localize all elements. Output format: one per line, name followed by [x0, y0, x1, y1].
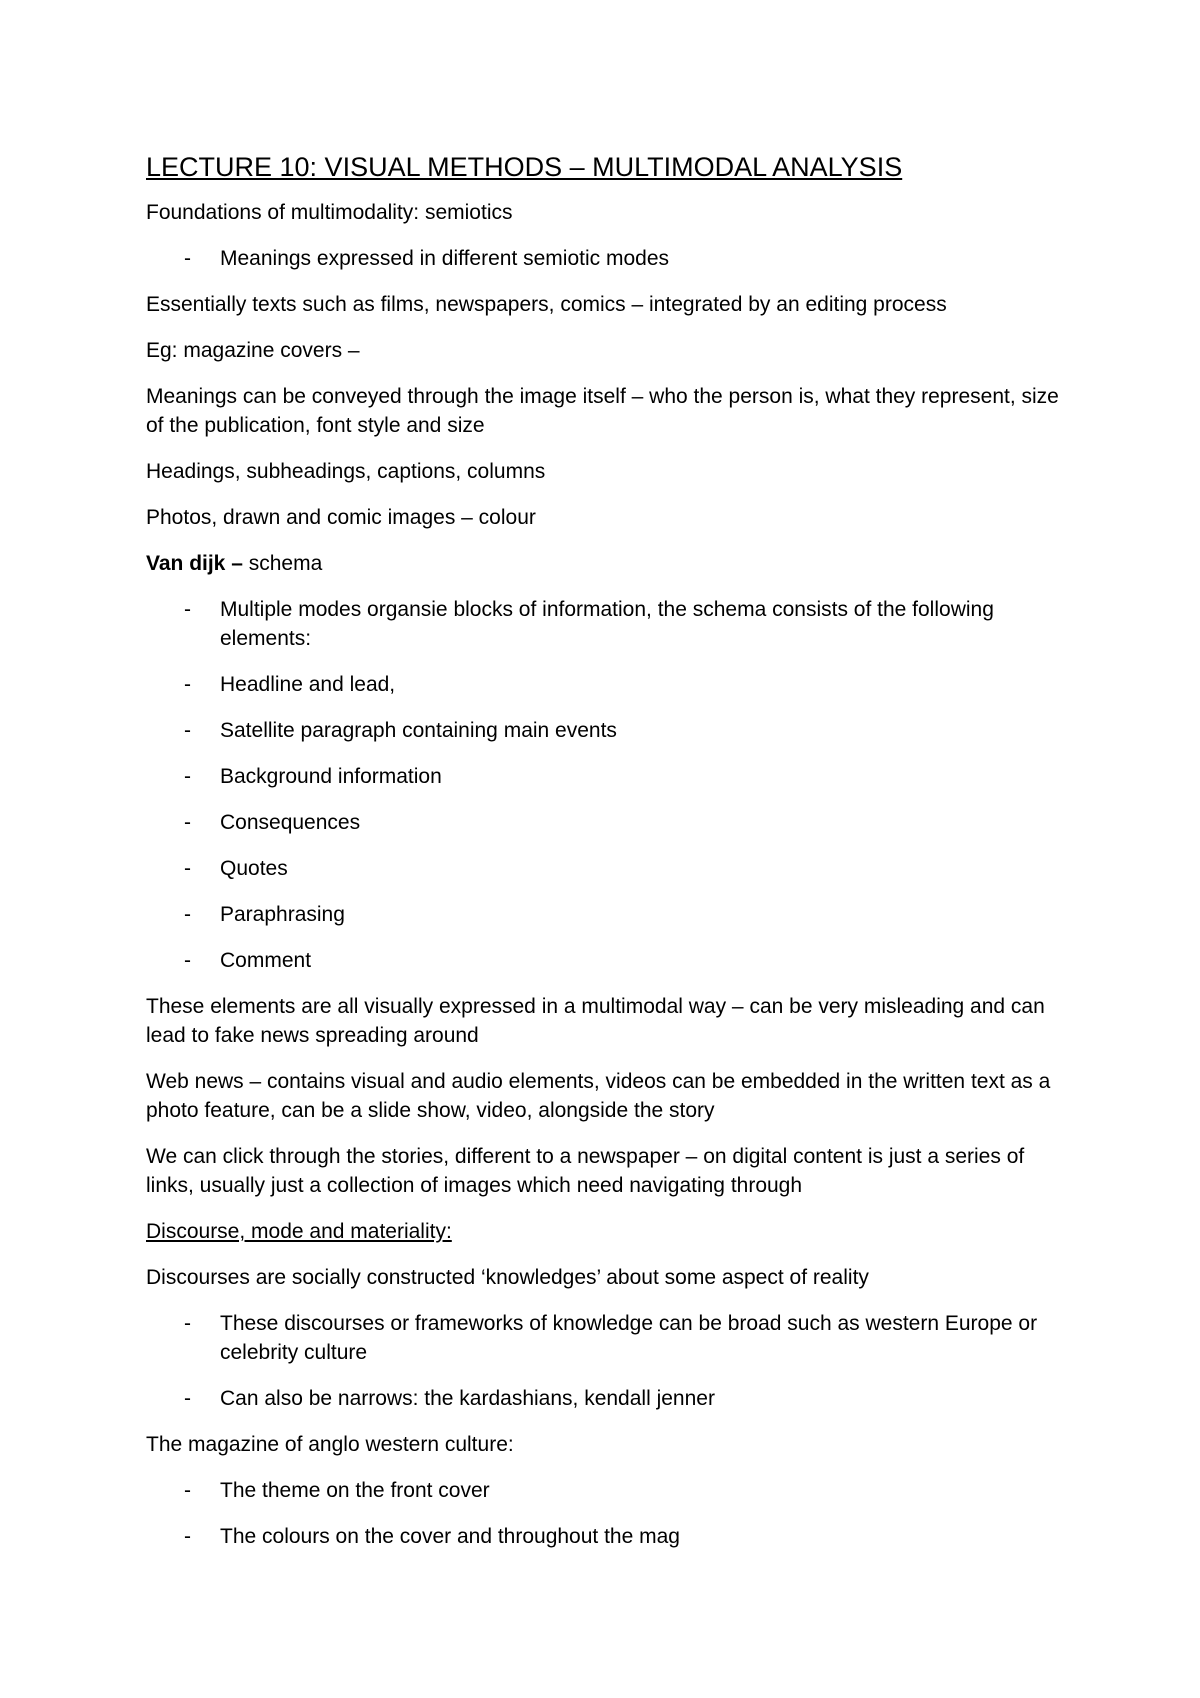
dash-bullet: -: [184, 673, 191, 696]
paragraph-discourses: Discourses are socially constructed ‘knowledges’ about some aspect of reality: [146, 1266, 869, 1289]
list-item: [146, 244, 1066, 273]
paragraph-photos: Photos, drawn and comic images – colour: [146, 506, 536, 529]
list-schema: [146, 595, 1066, 975]
dash-bullet: -: [184, 1479, 191, 1502]
list-item-text: Quotes: [220, 857, 288, 880]
van-dijk-rest: schema: [242, 552, 323, 575]
list-item-text: The theme on the front cover: [220, 1479, 490, 1502]
dash-bullet: -: [184, 949, 191, 972]
dash-bullet: -: [184, 903, 191, 926]
list-item-text: Comment: [220, 949, 312, 972]
list-item-text: These discourses or frameworks of knowledge can be broad such as western Europe or celebrity culture: [220, 1312, 1038, 1364]
paragraph-eg: Eg: magazine covers –: [146, 339, 360, 362]
list-item-text: Can also be narrows: the kardashians, kendall jenner: [220, 1387, 715, 1410]
list-item: [146, 946, 1066, 975]
list-item: [146, 900, 1066, 929]
paragraph-meanings: Meanings can be conveyed through the image itself – who the person is, what they represent, size of the publication, font style and size: [146, 385, 1059, 437]
list-magazine: [146, 1476, 1066, 1551]
list-item-text: Headline and lead,: [220, 673, 396, 696]
dash-bullet: -: [184, 1525, 191, 1548]
section-heading-discourse: Discourse, mode and materiality:: [146, 1220, 452, 1243]
list-item-text: Background information: [220, 765, 442, 788]
list-item: [146, 670, 1066, 699]
list-item: [146, 1384, 1066, 1413]
dash-bullet: -: [184, 598, 191, 621]
paragraph-van-dijk: [146, 549, 1066, 578]
list-discourses: [146, 1309, 1066, 1413]
list-item-text: Satellite paragraph containing main events: [220, 719, 617, 742]
list-item-text: Paraphrasing: [220, 903, 345, 926]
dash-bullet: -: [184, 247, 191, 270]
dash-bullet: -: [184, 811, 191, 834]
paragraph-essentially: Essentially texts such as films, newspapers, comics – integrated by an editing process: [146, 293, 947, 316]
list-item-text: The colours on the cover and throughout the mag: [220, 1525, 680, 1548]
page-title: LECTURE 10: VISUAL METHODS – MULTIMODAL ANALYSIS: [146, 152, 903, 182]
paragraph-web-news: Web news – contains visual and audio elements, videos can be embedded in the written text as a photo feature, can be a slide show, video, alongside the story: [146, 1070, 1051, 1122]
dash-bullet: -: [184, 765, 191, 788]
list-item: [146, 854, 1066, 883]
paragraph-magazine: The magazine of anglo western culture:: [146, 1433, 514, 1456]
list-item: [146, 595, 1066, 653]
paragraph-elements: These elements are all visually expressed in a multimodal way – can be very misleading and can lead to fake news spreading around: [146, 995, 1045, 1047]
list-item: [146, 1309, 1066, 1367]
dash-bullet: -: [184, 719, 191, 742]
document-body: [146, 150, 1066, 1568]
list-item: [146, 808, 1066, 837]
dash-bullet: -: [184, 857, 191, 880]
list-item-text: Consequences: [220, 811, 361, 834]
dash-bullet: -: [184, 1312, 191, 1335]
paragraph-foundations: Foundations of multimodality: semiotics: [146, 201, 513, 224]
paragraph-click-through: We can click through the stories, different to a newspaper – on digital content is just a series of links, usually just a collection of images which need navigating through: [146, 1145, 1025, 1197]
dash-bullet: -: [184, 1387, 191, 1410]
list-item: [146, 762, 1066, 791]
list-item-text: Multiple modes organsie blocks of information, the schema consists of the following elements:: [220, 598, 994, 650]
list-semiotic: [146, 244, 1066, 273]
list-item: [146, 1476, 1066, 1505]
paragraph-headings: Headings, subheadings, captions, columns: [146, 460, 546, 483]
list-item: [146, 716, 1066, 745]
van-dijk-bold: Van dijk –: [146, 552, 243, 575]
list-item: [146, 1522, 1066, 1551]
list-item-text: Meanings expressed in different semiotic modes: [220, 247, 670, 270]
